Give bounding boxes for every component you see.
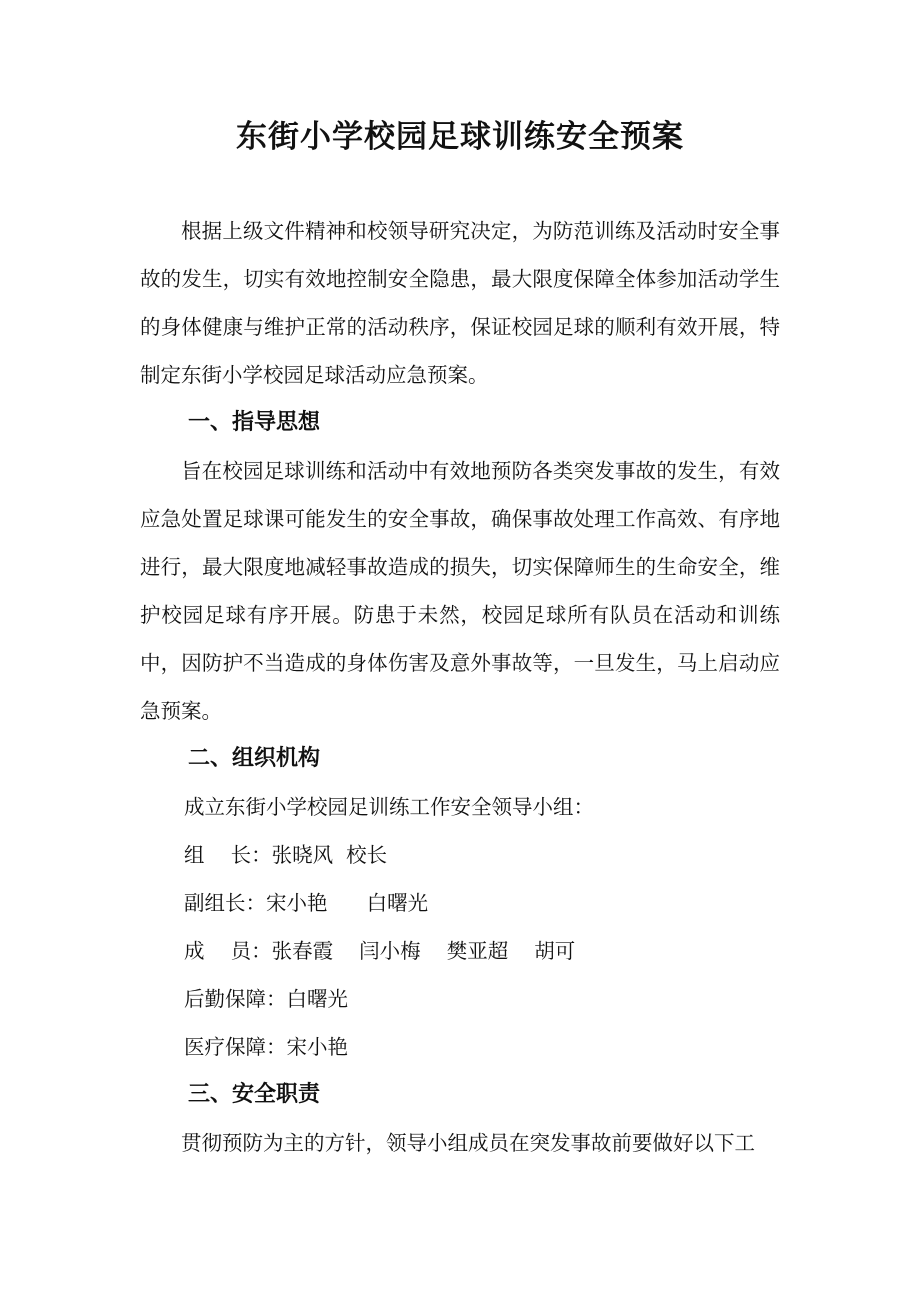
intro-paragraph: 根据上级文件精神和校领导研究决定，为防范训练及活动时安全事故的发生，切实有效地控制安全隐患，最大限度保障全体参加活动学生的身体健康与维护正常的活动秩序，保证校园足球的顺利有效开展，特制定东街小学校园足球活动应急预案。 <box>140 219 780 387</box>
organization-members: 成 员：张春霞 闫小梅 樊亚超 胡可 <box>184 939 576 963</box>
document-title: 东街小学校园足球训练安全预案 <box>236 119 684 155</box>
section-heading-guiding-ideology: 一、指导思想 <box>188 410 321 435</box>
organization-logistics: 后勤保障：白曙光 <box>184 987 348 1011</box>
organization-medical: 医疗保障：宋小艳 <box>184 1035 348 1059</box>
organization-leader: 组 长：张晓风 校长 <box>184 843 388 867</box>
section-heading-organization: 二、组织机构 <box>188 746 321 771</box>
document-body <box>140 207 780 1167</box>
organization-intro: 成立东街小学校园足训练工作安全领导小组： <box>184 795 594 819</box>
safety-duties-paragraph: 贯彻预防为主的方针，领导小组成员在突发事故前要做好以下工 <box>181 1131 755 1155</box>
guiding-ideology-paragraph: 旨在校园足球训练和活动中有效地预防各类突发事故的发生，有效应急处置足球课可能发生的安全事故，确保事故处理工作高效、有序地进行，最大限度地减轻事故造成的损失，切实保障师生的生命安全，维护校园足球有序开展。防患于未然，校园足球所有队员在活动和训练中，因防护不当造成的身体伤害及意外事故等，一旦发生，马上启动应急预案。 <box>140 459 780 723</box>
section-heading-safety-duties: 三、安全职责 <box>188 1082 321 1107</box>
organization-deputy: 副组长：宋小艳 白曙光 <box>184 891 429 915</box>
